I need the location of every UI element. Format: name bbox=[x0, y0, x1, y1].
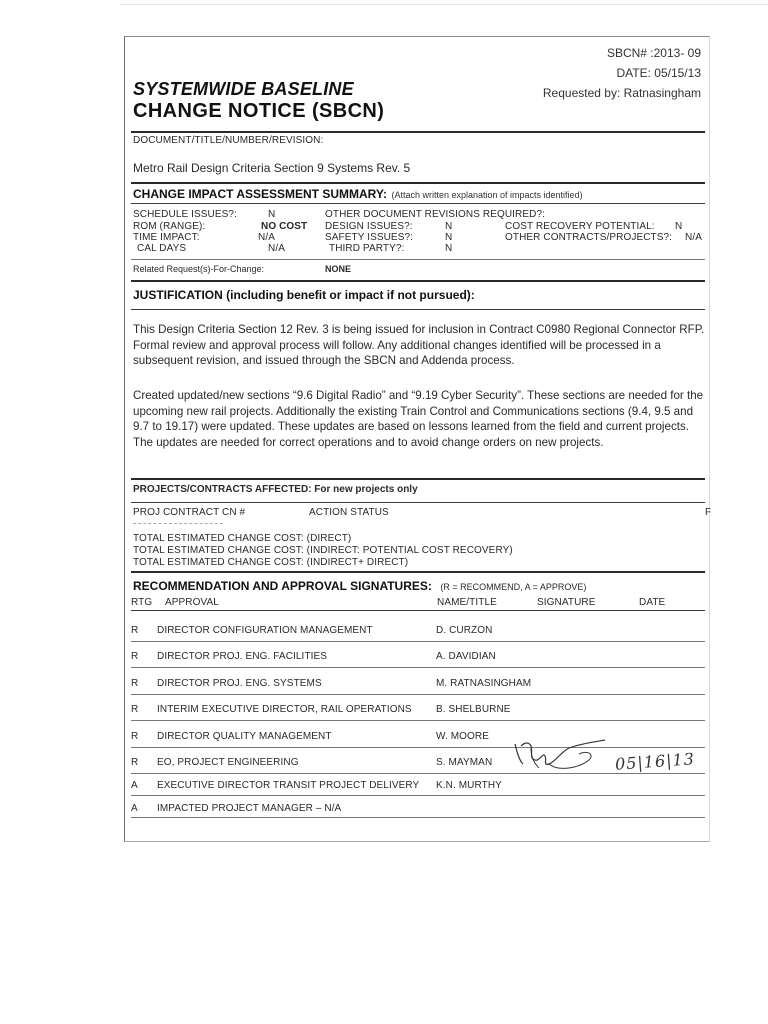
contract-column-header: PROJ CONTRACT CN # bbox=[133, 507, 246, 518]
sbcn-number: SBCN# :2013- 09 bbox=[606, 46, 701, 60]
safety-issues-value: N bbox=[445, 232, 453, 243]
row-role: DIRECTOR CONFIGURATION MANAGEMENT bbox=[157, 625, 373, 636]
other-contracts-value: N/A bbox=[685, 232, 702, 243]
other-contracts-label: OTHER CONTRACTS/PROJECTS?: bbox=[505, 232, 673, 243]
cost-line-indirect: TOTAL ESTIMATED CHANGE COST: (INDIRECT: POTENTIAL COST RECOVERY) bbox=[133, 545, 513, 556]
design-issues-label: DESIGN ISSUES?: bbox=[325, 221, 413, 232]
impact-heading-row bbox=[133, 185, 583, 203]
approval-column-header: APPROVAL bbox=[165, 597, 219, 608]
row-rtg: R bbox=[131, 757, 139, 768]
design-issues-value: N bbox=[445, 221, 453, 232]
time-impact-value: N/A bbox=[258, 232, 275, 243]
divider bbox=[131, 571, 705, 573]
cropped-edge-char: F bbox=[705, 507, 712, 518]
divider bbox=[131, 641, 705, 642]
row-role: EXECUTIVE DIRECTOR TRANSIT PROJECT DELIVERY bbox=[157, 780, 420, 791]
signatures-heading-row bbox=[133, 577, 586, 595]
divider bbox=[131, 203, 705, 204]
cal-days-label: CAL DAYS bbox=[137, 243, 187, 254]
cost-recovery-value: N bbox=[675, 221, 683, 232]
row-rtg: R bbox=[131, 731, 139, 742]
divider bbox=[131, 610, 705, 611]
form-title-line1: SYSTEMWIDE BASELINE bbox=[133, 79, 354, 99]
divider bbox=[131, 502, 705, 503]
impact-note: (Attach written explanation of impacts identified) bbox=[391, 190, 583, 200]
row-role: INTERIM EXECUTIVE DIRECTOR, RAIL OPERATIONS bbox=[157, 704, 412, 715]
row-name: M. RATNASINGHAM bbox=[436, 678, 532, 689]
cost-line-total: TOTAL ESTIMATED CHANGE COST: (INDIRECT+ DIRECT) bbox=[133, 557, 409, 568]
divider bbox=[131, 259, 705, 260]
safety-issues-label: SAFETY ISSUES?: bbox=[325, 232, 414, 243]
row-name: A. DAVIDIAN bbox=[436, 651, 496, 662]
justification-heading: JUSTIFICATION (including benefit or impact if not pursued): bbox=[133, 288, 475, 302]
scan-top-edge bbox=[120, 4, 768, 5]
schedule-issues-label: SCHEDULE ISSUES?: bbox=[133, 209, 237, 220]
divider bbox=[131, 478, 705, 480]
divider bbox=[131, 131, 705, 133]
row-role: DIRECTOR PROJ. ENG. SYSTEMS bbox=[157, 678, 322, 689]
justification-paragraph-2: Created updated/new sections “9.6 Digital Radio” and “9.19 Cyber Security”. These sections are needed for the upcoming new rail projects. Additionally the existing Train Control and Communications sections (9.4, 9.5 and 9.7 to 19.17) were updated. These updates are based on lessons learned from the field and current projects. The updates are needed for correct operations and to avoid change orders on new projects. bbox=[133, 389, 704, 449]
requested-by: Requested by: Ratnasingham bbox=[542, 86, 701, 100]
cal-days-value: N/A bbox=[268, 243, 285, 254]
row-name: K.N. MURTHY bbox=[436, 780, 502, 791]
rom-range-label: ROM (RANGE): bbox=[133, 221, 206, 232]
signatures-heading: RECOMMENDATION AND APPROVAL SIGNATURES: bbox=[133, 579, 432, 593]
row-name: B. SHELBURNE bbox=[436, 704, 511, 715]
cost-line-direct: TOTAL ESTIMATED CHANGE COST: (DIRECT) bbox=[133, 533, 352, 544]
impact-heading: CHANGE IMPACT ASSESSMENT SUMMARY: bbox=[133, 187, 388, 201]
time-impact-label: TIME IMPACT: bbox=[133, 232, 200, 243]
divider bbox=[131, 720, 705, 721]
third-party-label: THIRD PARTY?: bbox=[329, 243, 405, 254]
row-role: IMPACTED PROJECT MANAGER – N/A bbox=[157, 803, 342, 814]
justification-paragraph-1: This Design Criteria Section 12 Rev. 3 is being issued for inclusion in Contract C0980 Regional Connector RFP. Formal review and approval process will follow. Any additional changes identified will be processed in a subsequent revision, and issued through the SBCN and Addenda process. bbox=[133, 323, 705, 367]
row-role: EO, PROJECT ENGINEERING bbox=[157, 757, 299, 768]
document-value: Metro Rail Design Criteria Section 9 Systems Rev. 5 bbox=[133, 161, 411, 175]
divider bbox=[131, 667, 705, 668]
sbcn-form bbox=[124, 36, 710, 842]
divider bbox=[133, 523, 223, 524]
row-name: S. MAYMAN bbox=[436, 757, 493, 768]
row-rtg: R bbox=[131, 678, 139, 689]
rtg-column-header: RTG bbox=[131, 597, 153, 608]
schedule-issues-value: N bbox=[268, 209, 276, 220]
handwritten-date: 05|16|13 bbox=[614, 749, 696, 774]
row-rtg: R bbox=[131, 625, 139, 636]
other-docs-label: OTHER DOCUMENT REVISIONS REQUIRED?: bbox=[325, 209, 546, 220]
name-column-header: NAME/TITLE bbox=[437, 597, 497, 608]
row-rtg: R bbox=[131, 651, 139, 662]
date-column-header: DATE bbox=[639, 597, 666, 608]
cost-recovery-label: COST RECOVERY POTENTIAL: bbox=[505, 221, 655, 232]
related-request-label: Related Request(s)-For-Change: bbox=[133, 264, 265, 274]
signature-column-header: SIGNATURE bbox=[537, 597, 596, 608]
rom-range-value: NO COST bbox=[261, 221, 308, 232]
row-role: DIRECTOR PROJ. ENG. FACILITIES bbox=[157, 651, 328, 662]
third-party-value: N bbox=[445, 243, 453, 254]
divider bbox=[131, 795, 705, 796]
form-date: DATE: 05/15/13 bbox=[616, 66, 701, 80]
divider bbox=[131, 182, 705, 184]
action-status-column-header: ACTION STATUS bbox=[309, 507, 389, 518]
row-rtg: A bbox=[131, 803, 138, 814]
divider bbox=[131, 309, 705, 310]
row-rtg: R bbox=[131, 704, 139, 715]
divider bbox=[131, 694, 705, 695]
row-rtg: A bbox=[131, 780, 138, 791]
divider bbox=[131, 280, 705, 282]
form-title-line2: CHANGE NOTICE (SBCN) bbox=[133, 100, 385, 122]
row-role: DIRECTOR QUALITY MANAGEMENT bbox=[157, 731, 332, 742]
projects-heading: PROJECTS/CONTRACTS AFFECTED: For new projects only bbox=[133, 484, 418, 495]
document-label: DOCUMENT/TITLE/NUMBER/REVISION: bbox=[133, 135, 324, 146]
signatures-legend: (R = RECOMMEND, A = APPROVE) bbox=[440, 582, 587, 592]
row-name: D. CURZON bbox=[436, 625, 493, 636]
divider bbox=[131, 817, 705, 818]
row-name: W. MOORE bbox=[436, 731, 490, 742]
related-request-value: NONE bbox=[325, 264, 352, 274]
